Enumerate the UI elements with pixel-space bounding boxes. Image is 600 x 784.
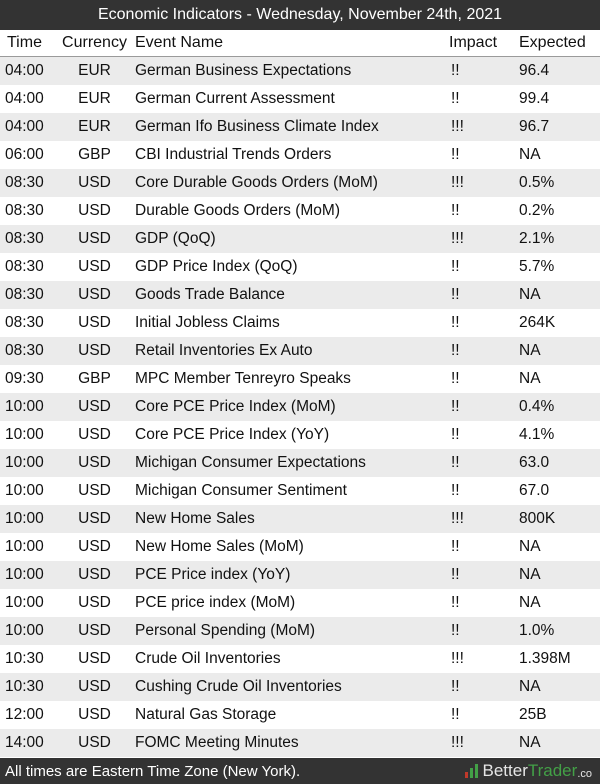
table-row bbox=[0, 645, 600, 673]
cell-impact: !! bbox=[446, 561, 514, 589]
cell-expected: 96.7 bbox=[514, 113, 600, 141]
cell-currency: EUR bbox=[58, 85, 131, 113]
cell-expected: 96.4 bbox=[514, 57, 600, 86]
column-header-currency: Currency bbox=[58, 30, 131, 57]
cell-expected: 264K bbox=[514, 309, 600, 337]
cell-time: 10:00 bbox=[0, 393, 58, 421]
cell-event: GDP Price Index (QoQ) bbox=[131, 253, 446, 281]
cell-currency: USD bbox=[58, 505, 131, 533]
cell-currency: USD bbox=[58, 729, 131, 757]
cell-expected: NA bbox=[514, 533, 600, 561]
cell-impact: !! bbox=[446, 85, 514, 113]
cell-impact: !! bbox=[446, 701, 514, 729]
cell-currency: USD bbox=[58, 281, 131, 309]
cell-time: 10:00 bbox=[0, 449, 58, 477]
column-header-event: Event Name bbox=[131, 30, 446, 57]
footer bbox=[0, 758, 600, 784]
cell-currency: USD bbox=[58, 673, 131, 701]
cell-event: New Home Sales (MoM) bbox=[131, 533, 446, 561]
table-row bbox=[0, 309, 600, 337]
cell-currency: USD bbox=[58, 533, 131, 561]
cell-impact: !!! bbox=[446, 645, 514, 673]
cell-currency: GBP bbox=[58, 141, 131, 169]
table-row bbox=[0, 701, 600, 729]
cell-event: German Business Expectations bbox=[131, 57, 446, 86]
table-header-row bbox=[0, 30, 600, 57]
cell-expected: 1.398M bbox=[514, 645, 600, 673]
cell-event: New Home Sales bbox=[131, 505, 446, 533]
cell-time: 08:30 bbox=[0, 337, 58, 365]
cell-expected: 1.0% bbox=[514, 617, 600, 645]
cell-event: Michigan Consumer Sentiment bbox=[131, 477, 446, 505]
cell-time: 10:00 bbox=[0, 421, 58, 449]
table-row bbox=[0, 449, 600, 477]
cell-event: PCE price index (MoM) bbox=[131, 589, 446, 617]
cell-time: 04:00 bbox=[0, 113, 58, 141]
page-title: Economic Indicators - Wednesday, November 24th, 2021 bbox=[0, 0, 600, 30]
cell-currency: USD bbox=[58, 645, 131, 673]
cell-currency: USD bbox=[58, 169, 131, 197]
cell-currency: USD bbox=[58, 337, 131, 365]
table-row bbox=[0, 505, 600, 533]
cell-expected: 800K bbox=[514, 505, 600, 533]
cell-time: 10:00 bbox=[0, 505, 58, 533]
table-row bbox=[0, 365, 600, 393]
logo-co-text: .co bbox=[577, 767, 592, 780]
cell-expected: 0.4% bbox=[514, 393, 600, 421]
table-row bbox=[0, 197, 600, 225]
cell-impact: !! bbox=[446, 365, 514, 393]
cell-expected: 67.0 bbox=[514, 477, 600, 505]
cell-event: PCE Price index (YoY) bbox=[131, 561, 446, 589]
table-row bbox=[0, 225, 600, 253]
cell-currency: USD bbox=[58, 253, 131, 281]
cell-event: German Current Assessment bbox=[131, 85, 446, 113]
cell-impact: !! bbox=[446, 617, 514, 645]
cell-event: Initial Jobless Claims bbox=[131, 309, 446, 337]
cell-time: 04:00 bbox=[0, 85, 58, 113]
cell-currency: USD bbox=[58, 309, 131, 337]
column-header-time: Time bbox=[0, 30, 58, 57]
table-row bbox=[0, 337, 600, 365]
table-row bbox=[0, 169, 600, 197]
cell-expected: NA bbox=[514, 673, 600, 701]
cell-expected: NA bbox=[514, 561, 600, 589]
cell-currency: USD bbox=[58, 393, 131, 421]
table-row bbox=[0, 141, 600, 169]
cell-expected: 25B bbox=[514, 701, 600, 729]
cell-impact: !! bbox=[446, 281, 514, 309]
cell-expected: NA bbox=[514, 141, 600, 169]
cell-event: Crude Oil Inventories bbox=[131, 645, 446, 673]
cell-expected: 4.1% bbox=[514, 421, 600, 449]
cell-impact: !! bbox=[446, 253, 514, 281]
cell-time: 10:00 bbox=[0, 533, 58, 561]
cell-expected: NA bbox=[514, 337, 600, 365]
cell-currency: GBP bbox=[58, 365, 131, 393]
logo-trader-text: Trader bbox=[527, 761, 578, 780]
table-row bbox=[0, 589, 600, 617]
cell-event: German Ifo Business Climate Index bbox=[131, 113, 446, 141]
cell-event: Michigan Consumer Expectations bbox=[131, 449, 446, 477]
cell-event: Goods Trade Balance bbox=[131, 281, 446, 309]
cell-time: 08:30 bbox=[0, 281, 58, 309]
cell-event: Cushing Crude Oil Inventories bbox=[131, 673, 446, 701]
cell-expected: NA bbox=[514, 365, 600, 393]
cell-currency: USD bbox=[58, 477, 131, 505]
cell-impact: !!! bbox=[446, 225, 514, 253]
cell-expected: NA bbox=[514, 729, 600, 757]
cell-impact: !! bbox=[446, 309, 514, 337]
cell-currency: USD bbox=[58, 589, 131, 617]
cell-currency: USD bbox=[58, 449, 131, 477]
cell-event: GDP (QoQ) bbox=[131, 225, 446, 253]
cell-currency: USD bbox=[58, 561, 131, 589]
cell-impact: !!! bbox=[446, 505, 514, 533]
cell-impact: !! bbox=[446, 197, 514, 225]
cell-expected: NA bbox=[514, 281, 600, 309]
cell-impact: !! bbox=[446, 533, 514, 561]
cell-impact: !! bbox=[446, 393, 514, 421]
bar-chart-icon bbox=[465, 764, 479, 778]
cell-time: 14:00 bbox=[0, 729, 58, 757]
cell-event: Personal Spending (MoM) bbox=[131, 617, 446, 645]
cell-time: 12:00 bbox=[0, 701, 58, 729]
cell-event: Core PCE Price Index (YoY) bbox=[131, 421, 446, 449]
column-header-expected: Expected bbox=[514, 30, 600, 57]
cell-currency: USD bbox=[58, 197, 131, 225]
table-row bbox=[0, 421, 600, 449]
cell-currency: USD bbox=[58, 225, 131, 253]
cell-event: MPC Member Tenreyro Speaks bbox=[131, 365, 446, 393]
cell-expected: 0.2% bbox=[514, 197, 600, 225]
cell-currency: USD bbox=[58, 421, 131, 449]
cell-impact: !!! bbox=[446, 729, 514, 757]
cell-currency: EUR bbox=[58, 57, 131, 86]
cell-impact: !! bbox=[446, 421, 514, 449]
cell-event: Core PCE Price Index (MoM) bbox=[131, 393, 446, 421]
table-row bbox=[0, 281, 600, 309]
cell-time: 08:30 bbox=[0, 253, 58, 281]
cell-expected: 5.7% bbox=[514, 253, 600, 281]
cell-currency: EUR bbox=[58, 113, 131, 141]
table-row bbox=[0, 85, 600, 113]
cell-expected: 0.5% bbox=[514, 169, 600, 197]
cell-impact: !! bbox=[446, 449, 514, 477]
table-row bbox=[0, 533, 600, 561]
table-row bbox=[0, 393, 600, 421]
cell-time: 10:00 bbox=[0, 617, 58, 645]
cell-impact: !! bbox=[446, 57, 514, 86]
cell-time: 08:30 bbox=[0, 225, 58, 253]
cell-event: Core Durable Goods Orders (MoM) bbox=[131, 169, 446, 197]
cell-currency: USD bbox=[58, 701, 131, 729]
cell-event: Natural Gas Storage bbox=[131, 701, 446, 729]
table-body bbox=[0, 57, 600, 758]
logo-better-text: Better bbox=[482, 761, 528, 780]
better-trader-logo bbox=[465, 761, 600, 781]
table-row bbox=[0, 673, 600, 701]
cell-impact: !! bbox=[446, 673, 514, 701]
cell-time: 10:30 bbox=[0, 645, 58, 673]
cell-impact: !! bbox=[446, 337, 514, 365]
cell-expected: 63.0 bbox=[514, 449, 600, 477]
table-row bbox=[0, 253, 600, 281]
cell-impact: !!! bbox=[446, 169, 514, 197]
cell-expected: 2.1% bbox=[514, 225, 600, 253]
cell-expected: 99.4 bbox=[514, 85, 600, 113]
table-row bbox=[0, 477, 600, 505]
timezone-note: All times are Eastern Time Zone (New York). bbox=[5, 762, 301, 780]
cell-time: 10:00 bbox=[0, 477, 58, 505]
cell-time: 09:30 bbox=[0, 365, 58, 393]
cell-time: 10:30 bbox=[0, 673, 58, 701]
table-row bbox=[0, 729, 600, 757]
cell-impact: !! bbox=[446, 141, 514, 169]
cell-impact: !! bbox=[446, 477, 514, 505]
table-row bbox=[0, 561, 600, 589]
cell-time: 10:00 bbox=[0, 561, 58, 589]
cell-impact: !! bbox=[446, 589, 514, 617]
cell-time: 04:00 bbox=[0, 57, 58, 86]
cell-time: 08:30 bbox=[0, 197, 58, 225]
table-row bbox=[0, 617, 600, 645]
cell-currency: USD bbox=[58, 617, 131, 645]
cell-time: 08:30 bbox=[0, 309, 58, 337]
cell-time: 10:00 bbox=[0, 589, 58, 617]
cell-time: 08:30 bbox=[0, 169, 58, 197]
cell-event: FOMC Meeting Minutes bbox=[131, 729, 446, 757]
column-header-impact: Impact bbox=[446, 30, 514, 57]
indicators-table bbox=[0, 30, 600, 757]
cell-event: CBI Industrial Trends Orders bbox=[131, 141, 446, 169]
table-row bbox=[0, 57, 600, 86]
cell-event: Retail Inventories Ex Auto bbox=[131, 337, 446, 365]
cell-impact: !!! bbox=[446, 113, 514, 141]
table-row bbox=[0, 113, 600, 141]
cell-expected: NA bbox=[514, 589, 600, 617]
cell-event: Durable Goods Orders (MoM) bbox=[131, 197, 446, 225]
cell-time: 06:00 bbox=[0, 141, 58, 169]
